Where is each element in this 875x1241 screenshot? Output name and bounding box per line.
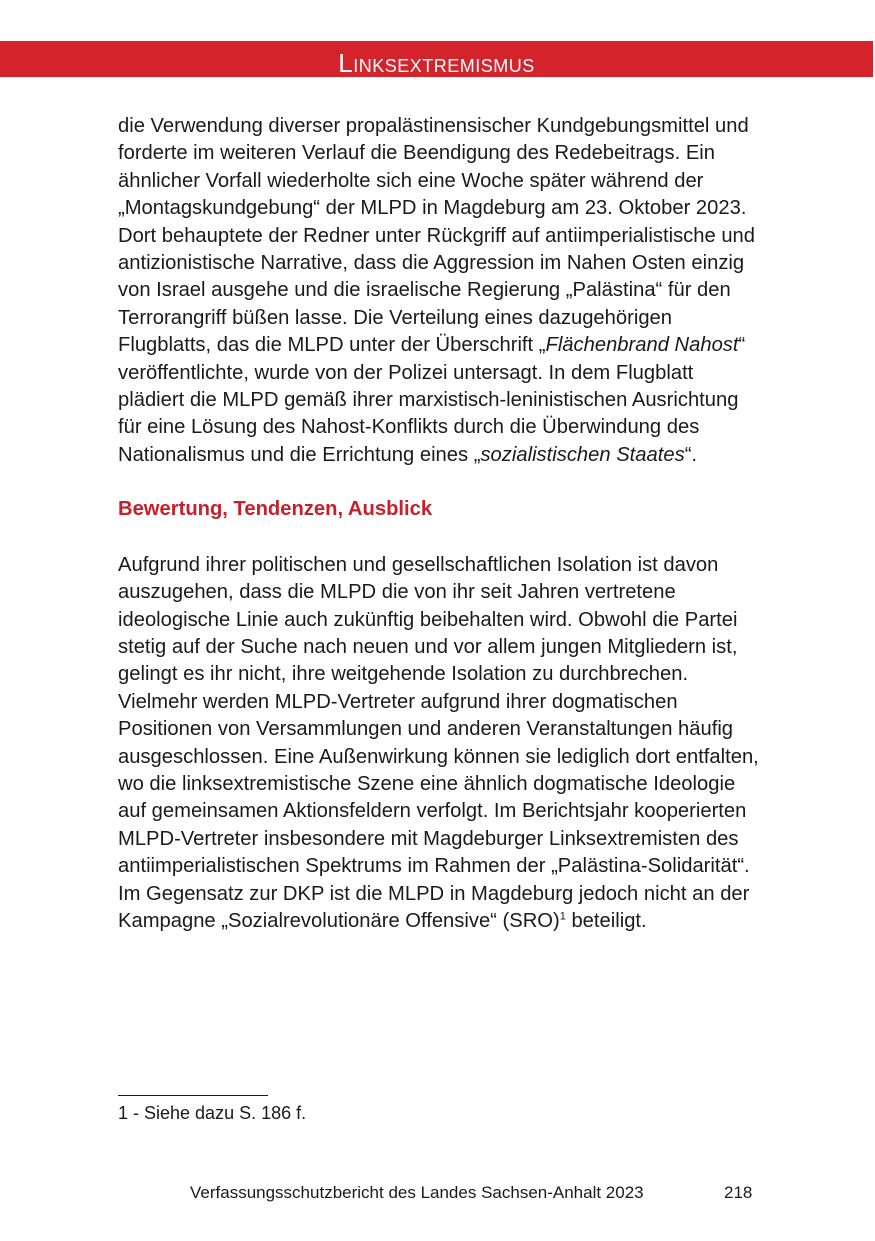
paragraph-text: Aufgrund ihrer politischen und gesellschaftlichen Isolation ist davon auszugehen, dass die MLPD die von ihr seit Jahren vertretene ideologische Linie auch zukünftig beibehalten wird. Obwohl die Partei stetig auf der Suche nach neuen und vor allem jungen Mitgliedern ist, gelingt es ihr nicht, ihre weitgehende Isolation zu durchbrechen. Vielmehr werden MLPD-Vertreter aufgrund ihrer dogmatischen Positionen von Versammlungen und anderen Veranstaltungen häufig ausgeschlossen. Eine Außenwirkung können sie lediglich dort entfalten, wo die linksextremistische Szene eine ähnlich dogmatische Ideologie auf gemeinsamen Aktionsfeldern verfolgt. Im Berichtsjahr kooperierten MLPD-Vertreter insbesondere mit Magdeburger Linksextremisten des antiimperialistischen Spektrums im Rahmen der „Palästina-Solidarität“. Im Gegensatz zur DKP ist die MLPD in Magdeburg jedoch nicht an der Kampagne „Sozialrevolutionäre Offensive“ (SRO)	[118, 553, 759, 932]
footer-publication: Verfassungsschutzbericht des Landes Sachsen-Anhalt 2023	[190, 1183, 644, 1202]
paragraph-text: “.	[684, 443, 698, 466]
italic-quote: sozialistischen Staates	[480, 443, 685, 466]
paragraph-text: beteiligt.	[565, 909, 647, 932]
footnote-reference[interactable]: 1	[559, 910, 566, 923]
body-paragraph	[118, 113, 763, 469]
footnote: 1 - Siehe dazu S. 186 f.	[118, 1103, 307, 1123]
paragraph-text: “ veröffentlichte, wurde von der Polizei untersagt. In dem Flugblatt plädiert die MLPD gemäß ihrer marxistisch-leninistischen Ausrichtung für eine Lösung des Nahost-Konflikts durch die Überwindung des Nationalismus und die Errichtung eines „	[118, 334, 746, 466]
page-number: 218	[724, 1183, 753, 1202]
italic-quote: Flächenbrand Nahost	[545, 334, 739, 357]
section-heading: Bewertung, Tendenzen, Ausblick	[118, 498, 433, 521]
section-header-bar	[0, 41, 873, 77]
section-title: Linksextremismus	[338, 48, 535, 78]
body-paragraph	[118, 552, 763, 936]
footnote-divider	[118, 1095, 268, 1096]
main-content	[118, 113, 763, 935]
paragraph-text: die Verwendung diverser propalästinensischer Kundgebungsmittel und forderte im weiteren Verlauf die Beendigung des Redebeitrags. Ein ähnlicher Vorfall wiederholte sich eine Woche später während der „Montagskundgebung“ der MLPD in Magdeburg am 23. Oktober 2023. Dort behauptete der Redner unter Rückgriff auf antiimperialistische und antizionistische Narrative, dass die Aggression im Nahen Osten einzig von Israel ausgehe und die israelische Regierung „Palästina“ für den Terrorangriff büßen lasse. Die Verteilung eines dazugehörigen Flugblatts, das die MLPD unter der Überschrift „	[118, 115, 756, 357]
